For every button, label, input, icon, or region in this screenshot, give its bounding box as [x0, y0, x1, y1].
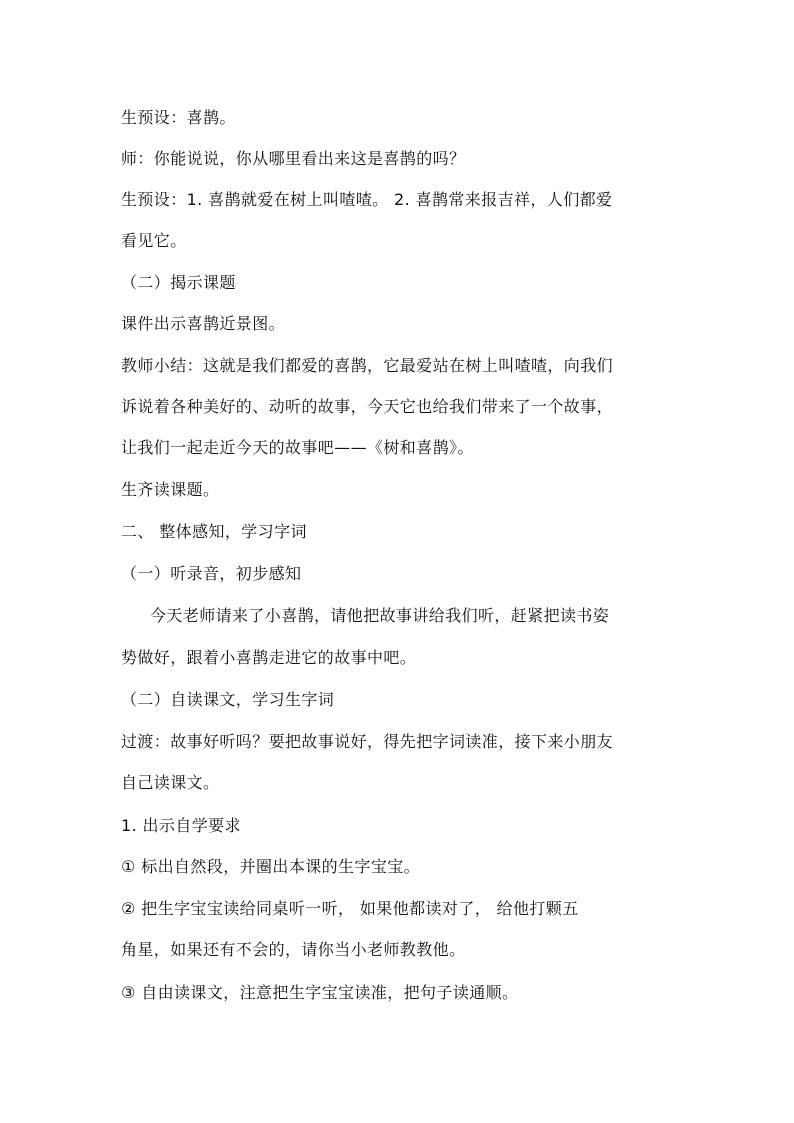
paragraph-line: 教师小结：这就是我们都爱的喜鹊，它最爱站在树上叫喳喳，向我们: [121, 356, 614, 375]
list-item: ③ 自由读课文，注意把生字宝宝读准，把句子读通顺。: [121, 983, 519, 1002]
list-item: ① 标出自然段，并圈出本课的生字宝宝。: [121, 857, 421, 876]
section-heading: 二、 整体感知，学习字词: [121, 522, 307, 541]
paragraph-line: 课件出示喜鹊近景图。: [121, 314, 286, 333]
paragraph-line: 今天老师请来了小喜鹊，请他把故事讲给我们听，赶紧把读书姿: [150, 606, 610, 625]
paragraph-line: 生齐读课题。: [121, 480, 220, 499]
paragraph-line: 师：你能说说，你从哪里看出来这是喜鹊的吗？: [121, 149, 466, 168]
paragraph-line: 诉说着各种美好的、动听的故事，今天它也给我们带来了一个故事，: [121, 397, 614, 416]
paragraph-line: 自己读课文。: [121, 773, 220, 792]
section-heading: （二）自读课文，学习生字词: [121, 690, 335, 709]
paragraph-line: 生预设：1. 喜鹊就爱在树上叫喳喳。 2. 喜鹊常来报吉祥，人们都爱: [121, 190, 613, 209]
section-heading: （一）听录音，初步感知: [121, 564, 302, 583]
list-item-continuation: 角星，如果还有不会的，请你当小老师教教他。: [121, 940, 466, 959]
list-item: ② 把生字宝宝读给同桌听一听， 如果他都读对了， 给他打颗五: [121, 899, 579, 918]
paragraph-line: 生预设：喜鹊。: [121, 108, 236, 127]
paragraph-line: 让我们一起走近今天的故事吧——《树和喜鹊》。: [121, 438, 474, 457]
section-heading: （二）揭示课题: [121, 273, 236, 292]
paragraph-line: 势做好，跟着小喜鹊走进它的故事中吧。: [121, 648, 417, 667]
list-heading: 1. 出示自学要求: [121, 816, 241, 835]
paragraph-line: 看见它。: [121, 231, 187, 250]
paragraph-line: 过渡：故事好听吗？要把故事说好，得先把字词读准，接下来小朋友: [121, 732, 614, 751]
